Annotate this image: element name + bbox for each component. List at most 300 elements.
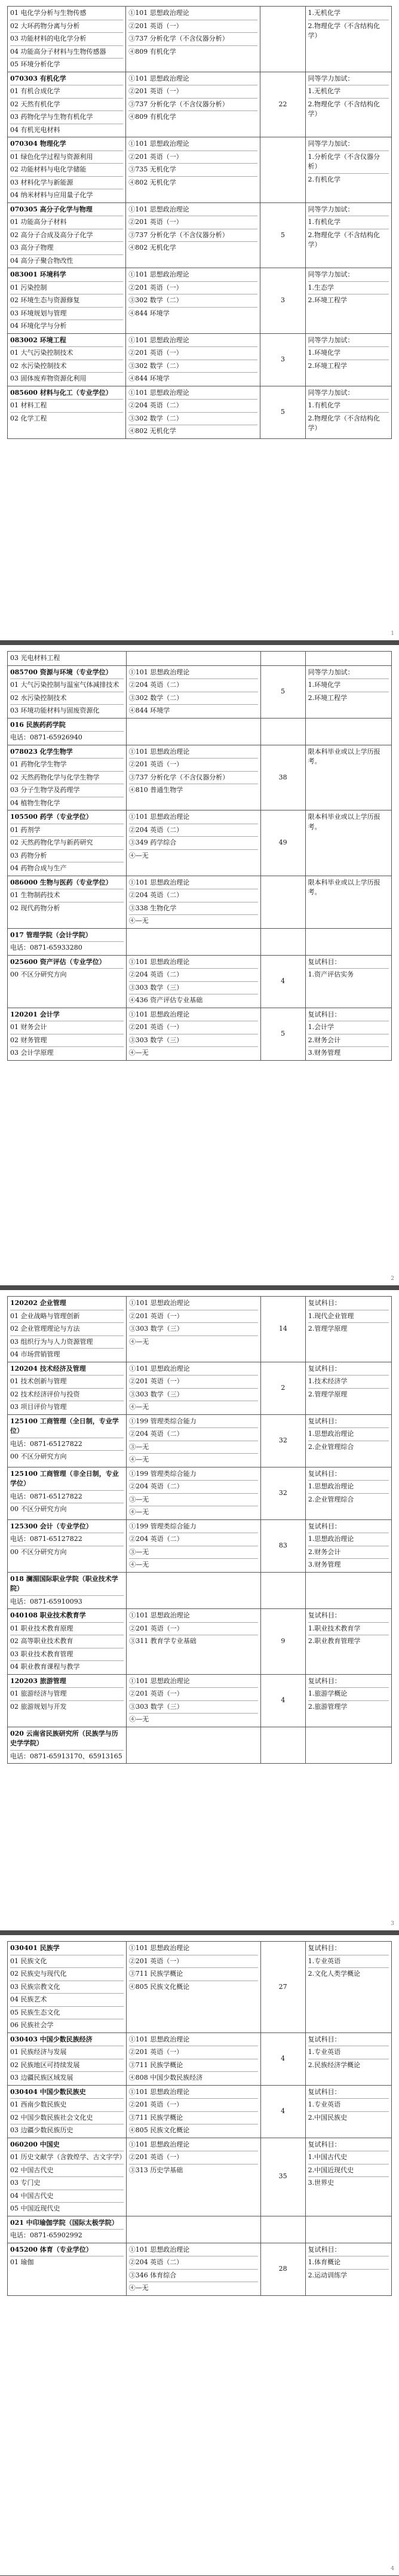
remarks-cell — [305, 2085, 391, 2138]
cell-line: ④844 环境学 — [128, 307, 257, 320]
cell-line: 同等学力加试： — [308, 388, 354, 397]
cell-line: ①101 思想政治理论 — [129, 1364, 190, 1373]
exam-subjects-cell — [127, 1414, 261, 1467]
cell-line: ②201 英语（一） — [128, 85, 257, 98]
cell-line: 125100 工商管理（全日制，专业学位） — [10, 1417, 119, 1435]
program-cell — [8, 137, 126, 203]
cell-line: 1.生态学 — [308, 281, 389, 294]
exam-subjects-cell — [126, 652, 260, 666]
quota-cell: 2 — [260, 1362, 305, 1414]
cell-line: ④809 有机化学 — [128, 110, 257, 124]
cell-line: ④808 中国少数民族经济 — [129, 2071, 258, 2084]
cell-line: ①199 管理类综合能力 — [129, 1469, 197, 1478]
cell-line: ④—无 — [129, 2282, 258, 2295]
exam-subjects-cell — [126, 1942, 260, 2033]
remarks-cell — [305, 1572, 391, 1609]
cell-line: ③338 生物化学 — [129, 902, 258, 915]
document-page-2 — [0, 645, 399, 1285]
quota-cell — [260, 1572, 305, 1609]
exam-subjects-cell — [126, 2243, 260, 2295]
cell-line: 04 药物合成与生产 — [10, 862, 124, 875]
cell-line: ②204 英语（二） — [129, 678, 258, 692]
remarks-cell — [305, 2216, 391, 2243]
table-row — [8, 2138, 392, 2216]
cell-line: 2.财务会计 — [308, 1546, 389, 1559]
enrollment-table — [7, 1941, 392, 2296]
cell-line: ③303 数学（三） — [129, 1034, 258, 1047]
remarks-cell — [305, 72, 391, 137]
cell-line: 电话：0871-65127822 — [10, 1533, 124, 1546]
cell-line: 078023 化学生物学 — [10, 747, 73, 756]
quota-cell: 14 — [260, 1297, 305, 1362]
exam-subjects-cell — [126, 955, 260, 1008]
cell-line: 04 中国古代史 — [10, 2190, 124, 2203]
cell-line: 01 民族经济与发展 — [10, 2046, 124, 2059]
cell-line: ④—无 — [129, 1558, 258, 1571]
table-row — [8, 1297, 392, 1362]
program-cell — [8, 1572, 127, 1609]
cell-line: 复试科目： — [308, 2140, 341, 2148]
remarks-cell — [305, 7, 391, 72]
page-number: 2 — [391, 1276, 394, 1282]
remarks-cell — [305, 1609, 391, 1675]
cell-line: ②201 英语（一） — [128, 346, 257, 360]
exam-subjects-cell — [127, 1674, 261, 1727]
cell-line: ②201 英语（一） — [128, 20, 257, 33]
remarks-cell — [305, 665, 391, 718]
cell-line: 04 市场营销管理 — [10, 1348, 124, 1361]
cell-line: ①101 思想政治理论 — [128, 271, 189, 278]
table-row — [8, 333, 392, 386]
page-number: 1 — [391, 631, 394, 637]
exam-subjects-cell — [127, 1727, 261, 1764]
cell-line: 01 瑜伽 — [10, 2256, 124, 2269]
cell-line: 限本科毕业或以上学历报考。 — [308, 813, 380, 831]
program-cell — [8, 1942, 127, 2033]
cell-line: 1.旅游学概论 — [308, 1687, 389, 1700]
cell-line: 1.思想政治理论 — [308, 1533, 389, 1546]
cell-line: ③711 民族学概论 — [129, 2111, 258, 2124]
cell-line: ②201 英语（一） — [128, 216, 257, 229]
cell-line: 同等学力加试： — [308, 668, 354, 676]
program-cell — [8, 1008, 127, 1060]
program-cell — [8, 2243, 127, 2295]
cell-line: ②201 英语（一） — [129, 1622, 258, 1635]
table-row — [8, 718, 392, 745]
table-row — [8, 745, 392, 810]
program-cell — [8, 1609, 127, 1675]
exam-subjects-cell — [126, 72, 260, 137]
table-row — [8, 652, 392, 666]
program-cell — [8, 745, 127, 810]
remarks-cell — [305, 1674, 391, 1727]
cell-line: ④—无 — [129, 1401, 258, 1414]
cell-line: ②201 英语（一） — [129, 758, 258, 771]
remarks-cell — [305, 1519, 391, 1572]
cell-line: 复试科目： — [308, 2035, 341, 2043]
cell-line: 04 职业教育课程与教学 — [10, 1660, 124, 1674]
cell-line: 01 技术创新与管理 — [10, 1375, 124, 1388]
cell-line: 04 民族艺术 — [10, 1993, 124, 2006]
cell-line: ②204 英语（二） — [128, 399, 257, 412]
cell-line: 02 高分子合成及高分子化学 — [10, 229, 123, 242]
cell-line: 1.思想政治理论 — [308, 1480, 389, 1493]
cell-line: 03 边疆少数民族历史 — [10, 2124, 124, 2137]
cell-line: ①101 思想政治理论 — [129, 1299, 190, 1307]
quota-cell — [260, 928, 305, 955]
cell-line: 01 污染控制 — [10, 281, 123, 294]
cell-line: ②201 英语（一） — [129, 1687, 258, 1700]
exam-subjects-cell — [126, 810, 260, 876]
cell-line: ④—无 — [129, 1046, 258, 1060]
cell-line: 2.中国民族史 — [308, 2111, 389, 2124]
cell-line: 085700 资源与环境（专业学位） — [10, 668, 112, 676]
quota-cell — [260, 2216, 305, 2243]
quota-cell: 3 — [260, 333, 305, 386]
cell-line: 1.现代企业管理 — [308, 1310, 389, 1323]
cell-line: 03 边疆民族区域发展 — [10, 2071, 124, 2084]
cell-line: 02 天然药物化学与化学生物学 — [10, 771, 124, 784]
exam-subjects-cell — [126, 137, 260, 203]
cell-line: ③303 数学（三） — [129, 1322, 258, 1335]
cell-line: 03 环境功能材料与固废资源化 — [10, 704, 124, 717]
cell-line: 030404 中国少数民族史 — [10, 2087, 86, 2096]
cell-line: 2.中国近现代史 — [308, 2164, 389, 2177]
cell-line: 2.有机化学 — [308, 173, 389, 186]
cell-line: 2.管理学原理 — [308, 1388, 389, 1401]
cell-line: 070303 有机化学 — [10, 74, 66, 82]
cell-line: 2.物理化学（不含结构化学） — [308, 229, 389, 251]
cell-line: 02 天然有机化学 — [10, 98, 123, 111]
cell-line: 复试科目： — [308, 1611, 341, 1619]
program-cell — [8, 268, 126, 334]
cell-line: 085600 材料与化工（专业学位） — [10, 388, 112, 397]
cell-line: 045200 体育（专业学位） — [10, 2245, 93, 2253]
cell-line: ①101 思想政治理论 — [128, 2245, 190, 2253]
cell-line: 03 民族宗教文化 — [10, 1981, 124, 1994]
cell-line: ③711 民族学概论 — [129, 2059, 258, 2072]
cell-line: ④—无 — [129, 914, 258, 928]
cell-line: 03 组织行为与人力资源管理 — [10, 1335, 124, 1349]
table-row — [8, 202, 392, 268]
cell-line: 1.环境化学 — [308, 346, 389, 360]
cell-line: ③737 分析化学（不含仪器分析） — [128, 229, 257, 242]
exam-subjects-cell — [127, 1572, 261, 1609]
cell-line: 040108 职业技术教育学 — [10, 1611, 86, 1619]
cell-line: 1.中国古代史 — [308, 2151, 389, 2164]
exam-subjects-cell — [126, 876, 260, 928]
cell-line: 01 绿色化学过程与资源利用 — [10, 151, 123, 164]
cell-line: 02 中国古代史 — [10, 2164, 124, 2177]
program-cell — [8, 1727, 127, 1764]
cell-line: 2.运动训练学 — [308, 2269, 389, 2282]
quota-cell: 32 — [260, 1414, 305, 1467]
cell-line: 2.企业管理综合 — [308, 1493, 389, 1506]
cell-line: 1.资产评估实务 — [308, 968, 389, 981]
exam-subjects-cell — [126, 202, 260, 268]
cell-line: 01 生物制药技术 — [10, 889, 124, 902]
cell-line: ③735 无机化学 — [128, 163, 257, 176]
cell-line: 复试科目： — [308, 957, 341, 966]
cell-line: 04 环境化学与分析 — [10, 320, 123, 333]
cell-line: 02 化学工程 — [10, 412, 123, 425]
cell-line: 00 不区分研究方向 — [10, 1546, 124, 1559]
remarks-cell — [305, 333, 391, 386]
cell-line: 2.物理化学（不含结构化学） — [308, 412, 389, 435]
quota-cell: 83 — [260, 1519, 305, 1572]
cell-line: ③737 分析化学（不含仪器分析） — [129, 771, 258, 784]
program-cell — [8, 2216, 127, 2243]
quota-cell: 38 — [260, 745, 305, 810]
cell-line: 复试科目： — [308, 1010, 341, 1018]
cell-line: 03 职业技术教育管理 — [10, 1648, 124, 1661]
program-cell — [8, 7, 126, 72]
cell-line: 02 功能材料与电化学储能 — [10, 163, 123, 176]
cell-line: 03 高分子物理 — [10, 241, 123, 254]
cell-line: 03 药物化学与生物有机化学 — [10, 110, 123, 124]
cell-line: 04 纳米材料与应用量子化学 — [10, 189, 123, 202]
cell-line: ④810 普通生物学 — [129, 784, 258, 797]
program-cell — [8, 876, 127, 928]
cell-line: 04 功能高分子材料与生物传感器 — [10, 45, 123, 59]
remarks-cell — [305, 1414, 391, 1467]
cell-line: 02 财务管理 — [10, 1034, 124, 1047]
cell-line: 05 中国近现代史 — [10, 2202, 124, 2215]
cell-line: 2.管理学原理 — [308, 1322, 389, 1335]
page-number: 3 — [391, 1921, 394, 1927]
table-row — [8, 1467, 392, 1519]
cell-line: ②204 英语（二） — [129, 968, 258, 981]
cell-line: 2.财务会计 — [308, 1034, 389, 1047]
cell-line: 01 功能高分子材料 — [10, 216, 123, 229]
cell-line: 电话：0871-65926940 — [10, 731, 124, 744]
quota-cell — [260, 652, 305, 666]
cell-line: ①101 思想政治理论 — [128, 140, 189, 148]
exam-subjects-cell — [126, 745, 260, 810]
table-row — [8, 2032, 392, 2085]
remarks-cell — [305, 1297, 391, 1362]
quota-cell — [260, 1727, 305, 1764]
cell-line: 复试科目： — [308, 2087, 341, 2096]
cell-line: ④805 民族文化概论 — [129, 1981, 258, 1994]
cell-line: 复试科目： — [308, 1469, 341, 1478]
cell-line: 03 项目评价与管理 — [10, 1401, 124, 1414]
cell-line: 同等学力加试： — [308, 336, 354, 344]
cell-line: ①199 管理类综合能力 — [129, 1417, 197, 1425]
table-row — [8, 810, 392, 876]
cell-line: ③302 数学（二） — [128, 360, 257, 373]
cell-line: 04 高分子聚合物改性 — [10, 254, 123, 268]
cell-line: 025600 资产评估（专业学位） — [10, 957, 106, 966]
cell-line: ②201 英语（一） — [129, 2046, 258, 2059]
cell-line: 01 大气污染控制技术 — [10, 346, 123, 360]
cell-line: ②201 英语（一） — [129, 1375, 258, 1388]
quota-cell: 3 — [260, 268, 305, 334]
cell-line: 03 光电材料工程 — [10, 654, 60, 662]
program-cell — [8, 202, 126, 268]
exam-subjects-cell — [127, 1297, 261, 1362]
cell-line: 070305 高分子化学与物理 — [10, 205, 93, 213]
cell-line: 05 环境分析化学 — [10, 58, 123, 71]
cell-line: 2.物理化学（不含结构化学） — [308, 20, 389, 42]
cell-line: 00 不区分研究方向 — [10, 968, 124, 981]
quota-cell: 5 — [260, 1008, 305, 1060]
program-cell — [8, 1467, 127, 1519]
cell-line: ①101 思想政治理论 — [128, 2140, 190, 2148]
table-row — [8, 1362, 392, 1414]
table-row — [8, 386, 392, 438]
cell-line: 3.世界史 — [308, 2176, 389, 2190]
cell-line: ②201 英语（一） — [128, 281, 257, 294]
program-cell — [8, 955, 127, 1008]
cell-line: ③—无 — [129, 1441, 258, 1454]
cell-line: 03 材料化学与新能源 — [10, 176, 123, 189]
cell-line: ②204 英语（二） — [129, 1427, 258, 1441]
cell-line: 030401 民族学 — [10, 1944, 60, 1952]
cell-line: 086000 生物与医药（专业学位） — [10, 878, 112, 886]
cell-line: 电话：0871-65127822 — [10, 1490, 124, 1503]
cell-line: 03 会计学原理 — [10, 1046, 124, 1060]
exam-subjects-cell — [126, 1008, 260, 1060]
cell-line: ①101 思想政治理论 — [128, 1944, 190, 1952]
cell-line: 02 水污染控制技术 — [10, 692, 124, 705]
cell-line: 1.无机化学 — [308, 9, 341, 17]
remarks-cell — [305, 955, 391, 1008]
cell-line: 2.旅游管理学 — [308, 1700, 389, 1714]
cell-line: 1.技术经济学 — [308, 1375, 389, 1388]
cell-line: ②204 英语（二） — [129, 889, 258, 902]
remarks-cell — [305, 652, 391, 666]
cell-line: ①101 思想政治理论 — [128, 9, 189, 17]
table-row — [8, 2085, 392, 2138]
cell-line: 电话：0871-65910093 — [10, 1595, 124, 1608]
cell-line: ②204 英语（二） — [129, 824, 258, 837]
cell-line: 3.财务管理 — [308, 1558, 389, 1571]
cell-line: 00 不区分研究方向 — [10, 1450, 124, 1463]
cell-line: ②204 英语（二） — [129, 1480, 258, 1493]
cell-line: 03 分子生物学及药理学 — [10, 784, 124, 797]
cell-line: ①101 思想政治理论 — [128, 1010, 190, 1018]
page-number: 4 — [391, 2566, 394, 2572]
cell-line: 021 中印瑜伽学院（国际太极学院） — [10, 2218, 118, 2227]
cell-line: 105500 药学（专业学位） — [10, 813, 93, 821]
cell-line: 1.思想政治理论 — [308, 1427, 389, 1441]
table-row — [8, 1519, 392, 1572]
cell-line: 1.专业英语 — [308, 2046, 389, 2059]
exam-subjects-cell — [127, 1467, 261, 1519]
cell-line: 1.职业技术教育学 — [308, 1622, 389, 1635]
table-row — [8, 1572, 392, 1609]
cell-line: 03 固体废弃物资源化利用 — [10, 372, 123, 385]
cell-line: ④436 资产评估专业基础 — [129, 994, 258, 1007]
cell-line: 同等学力加试： — [308, 205, 354, 213]
remarks-cell — [305, 202, 391, 268]
remarks-cell — [305, 137, 391, 203]
cell-line: 030403 中国少数民族经济 — [10, 2035, 93, 2043]
cell-line: ③303 数学（三） — [129, 981, 258, 994]
cell-line: ①101 思想政治理论 — [128, 747, 190, 756]
quota-cell — [260, 718, 305, 745]
cell-line: 120201 会计学 — [10, 1010, 60, 1018]
cell-line: 02 现代药物分析 — [10, 902, 124, 915]
cell-line: 2.职业教育管理学 — [308, 1635, 389, 1648]
program-cell — [8, 2138, 127, 2216]
cell-line: 083001 环境科学 — [10, 271, 66, 278]
exam-subjects-cell — [126, 7, 260, 72]
cell-line: 电话：0871-65902992 — [10, 2229, 124, 2242]
program-cell — [8, 1674, 127, 1727]
exam-subjects-cell — [127, 1519, 261, 1572]
cell-line: 01 企业战略与管理创新 — [10, 1310, 124, 1323]
enrollment-table — [7, 651, 392, 1061]
cell-line: 02 大环药物分离与分析 — [10, 20, 123, 33]
cell-line: 016 民族药药学院 — [10, 720, 66, 729]
cell-line: ①101 思想政治理论 — [128, 668, 190, 676]
cell-line: 01 职业技术教育原理 — [10, 1622, 124, 1635]
cell-line: 02 环境生态与资源修复 — [10, 294, 123, 307]
cell-line: ③311 教育学专业基础 — [129, 1635, 258, 1648]
remarks-cell — [305, 1362, 391, 1414]
quota-cell: 4 — [260, 1674, 305, 1727]
cell-line: 060200 中国史 — [10, 2140, 60, 2148]
exam-subjects-cell — [126, 2085, 260, 2138]
program-cell — [8, 333, 126, 386]
cell-line: 01 大气污染控制与温室气体减排技术 — [10, 678, 124, 692]
cell-line: ③346 体育综合 — [129, 2269, 258, 2282]
program-cell — [8, 1297, 127, 1362]
remarks-cell — [305, 1008, 391, 1060]
quota-cell: 4 — [260, 2085, 305, 2138]
cell-line: 02 旅游规划与开发 — [10, 1700, 124, 1714]
quota-cell: 22 — [260, 72, 305, 137]
remarks-cell — [305, 1942, 391, 2033]
cell-line: 03 专门史 — [10, 2176, 124, 2190]
table-row — [8, 2243, 392, 2295]
exam-subjects-cell — [126, 665, 260, 718]
program-cell — [8, 2032, 127, 2085]
remarks-cell — [305, 718, 391, 745]
table-row — [8, 955, 392, 1008]
program-cell — [8, 1362, 127, 1414]
exam-subjects-cell — [126, 2032, 260, 2085]
cell-line: ④844 环境学 — [129, 704, 258, 717]
cell-line: ④809 有机化学 — [128, 45, 257, 59]
cell-line: ②201 英语（一） — [129, 1310, 258, 1323]
cell-line: 00 不区分研究方向 — [10, 1503, 124, 1516]
enrollment-table — [7, 6, 392, 439]
program-cell — [8, 1519, 127, 1572]
cell-line: ②204 英语（二） — [129, 1533, 258, 1546]
cell-line: 020 云南省民族研究所（民族学与历史学学院） — [10, 1729, 118, 1747]
cell-line: ③302 数学（二） — [128, 412, 257, 425]
cell-line: 01 药剂学 — [10, 824, 124, 837]
cell-line: ③313 历史学基础 — [129, 2164, 258, 2177]
remarks-cell — [305, 928, 391, 955]
cell-line: 02 中国少数民族社会文化史 — [10, 2111, 124, 2124]
table-row — [8, 1727, 392, 1764]
cell-line: ①101 思想政治理论 — [128, 813, 190, 821]
cell-line: 01 民族文化 — [10, 1955, 124, 1968]
cell-line: ③737 分析化学（不含仪器分析） — [128, 32, 257, 45]
cell-line: 1.专业英语 — [308, 1955, 389, 1968]
quota-cell — [260, 137, 305, 203]
cell-line: ③303 数学（三） — [129, 1700, 258, 1714]
cell-line: ④—无 — [129, 1335, 258, 1349]
cell-line: 同等学力加试： — [308, 271, 354, 278]
quota-cell: 4 — [260, 955, 305, 1008]
remarks-cell — [305, 268, 391, 334]
cell-line: 同等学力加试： — [308, 74, 354, 82]
